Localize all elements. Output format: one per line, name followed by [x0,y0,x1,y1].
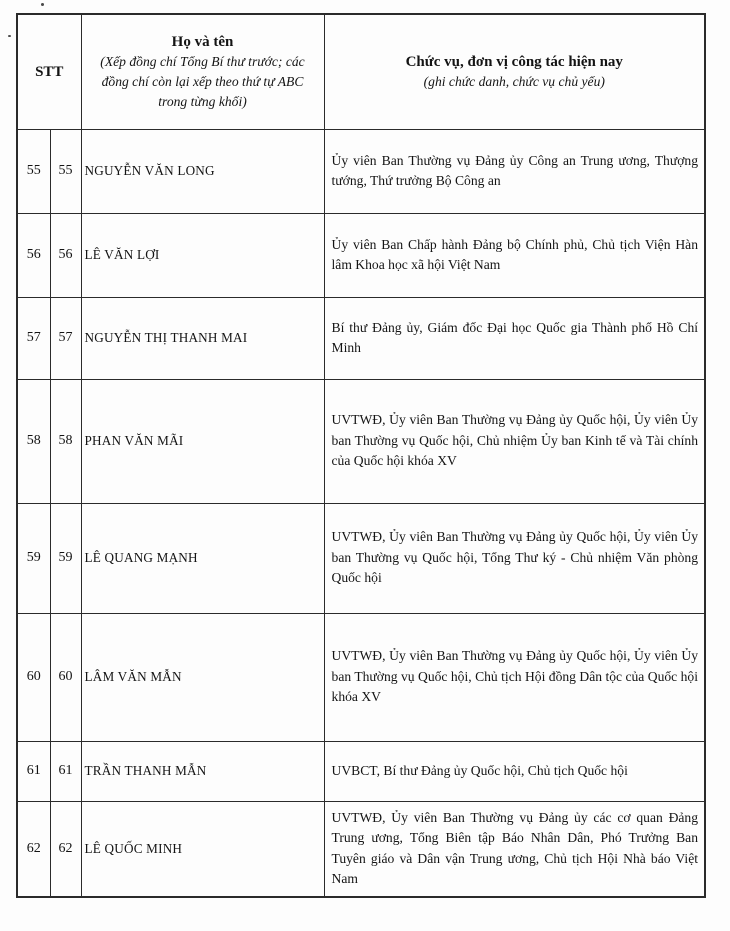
row-name: TRẦN THANH MẪN [81,741,324,801]
column-header-position [324,14,705,129]
row-name: PHAN VĂN MÃI [81,379,324,503]
row-stt-secondary: 58 [50,379,81,503]
scan-artifact-dot [41,3,44,6]
row-position: UVTWĐ, Ủy viên Ban Thường vụ Đảng ủy các cơ quan Đảng Trung ương, Tổng Biên tập Báo Nhân Dân, Phó Trưởng Ban Tuyên giáo và Dân vận Trung ương, Chủ tịch Hội Nhà báo Việt Nam [324,801,705,897]
row-stt-secondary: 62 [50,801,81,897]
row-stt-secondary: 55 [50,129,81,213]
position-header-note: (ghi chức danh, chức vụ chủ yếu) [423,74,605,90]
row-name: LÊ QUỐC MINH [81,801,324,897]
table-row [17,379,705,503]
row-name: LÊ QUANG MẠNH [81,503,324,613]
row-stt-primary: 55 [17,129,50,213]
row-stt-primary: 57 [17,297,50,379]
row-stt-primary: 58 [17,379,50,503]
row-name: LÂM VĂN MẪN [81,613,324,741]
table-row [17,213,705,297]
row-name: NGUYỄN THỊ THANH MAI [81,297,324,379]
table-row [17,741,705,801]
table-row [17,503,705,613]
row-stt-secondary: 59 [50,503,81,613]
name-header-note: (Xếp đồng chí Tổng Bí thư trước; các đồng chí còn lại xếp theo thứ tự ABC trong từng khối) [100,54,305,109]
column-header-name [81,14,324,129]
row-stt-primary: 56 [17,213,50,297]
position-header-title: Chức vụ, đơn vị công tác hiện nay [405,53,623,70]
row-stt-primary: 59 [17,503,50,613]
table-row [17,297,705,379]
table-row [17,801,705,897]
row-stt-primary: 61 [17,741,50,801]
row-stt-primary: 60 [17,613,50,741]
row-position: UVTWĐ, Ủy viên Ban Thường vụ Đảng ủy Quốc hội, Ủy viên Ủy ban Thường vụ Quốc hội, Chủ tịch Hội đồng Dân tộc của Quốc hội khóa XV [324,613,705,741]
row-stt-secondary: 57 [50,297,81,379]
table-row [17,613,705,741]
row-position: UVTWĐ, Ủy viên Ban Thường vụ Đảng ủy Quốc hội, Ủy viên Ủy ban Thường vụ Quốc hội, Tổng Thư ký - Chủ nhiệm Văn phòng Quốc hội [324,503,705,613]
column-header-stt [17,14,81,129]
row-name: LÊ VĂN LỢI [81,213,324,297]
table-header-row [17,14,705,129]
row-position: Ủy viên Ban Chấp hành Đảng bộ Chính phủ, Chủ tịch Viện Hàn lâm Khoa học xã hội Việt Nam [324,213,705,297]
row-stt-secondary: 60 [50,613,81,741]
name-header-title: Họ và tên [171,34,234,51]
row-position: UVBCT, Bí thư Đảng ủy Quốc hội, Chủ tịch Quốc hội [324,741,705,801]
row-position: Ủy viên Ban Thường vụ Đảng ủy Công an Trung ương, Thượng tướng, Thứ trưởng Bộ Công an [324,129,705,213]
table-row [17,129,705,213]
row-stt-primary: 62 [17,801,50,897]
scan-artifact-dot [8,35,11,37]
stt-header-label: STT [35,63,64,80]
row-position: UVTWĐ, Ủy viên Ban Thường vụ Đảng ủy Quốc hội, Ủy viên Ủy ban Thường vụ Quốc hội, Chủ nhiệm Ủy ban Kinh tế và Tài chính của Quốc hội khóa XV [324,379,705,503]
row-stt-secondary: 56 [50,213,81,297]
row-position: Bí thư Đảng ủy, Giám đốc Đại học Quốc gia Thành phố Hồ Chí Minh [324,297,705,379]
row-name: NGUYỄN VĂN LONG [81,129,324,213]
officials-roster-table [16,13,706,898]
row-stt-secondary: 61 [50,741,81,801]
